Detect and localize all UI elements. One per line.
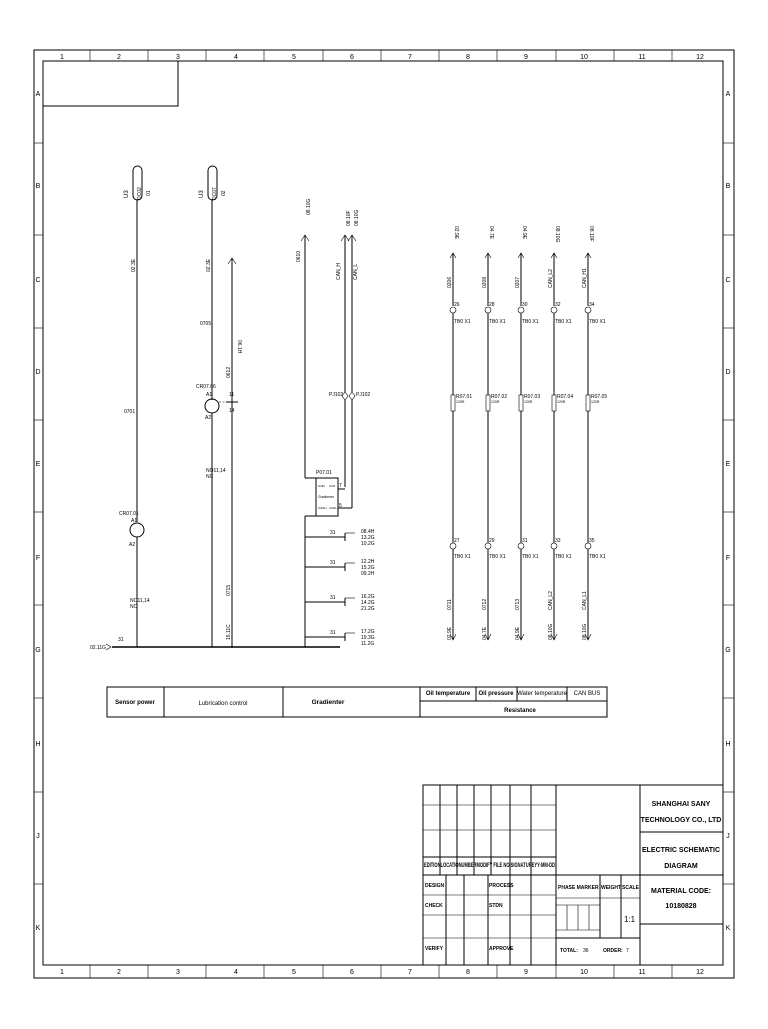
tie-ref-label: 12.2H [361, 559, 375, 565]
gradienter-tie [305, 559, 375, 577]
sensor-circuit-1 [119, 166, 152, 647]
gradienter-inner-3: CANH [318, 506, 327, 510]
frame-col-label: 9 [524, 54, 528, 61]
resistor-top-wire: CAN_H1 [582, 268, 588, 288]
terminal-top-label: TB0 X1 [454, 319, 471, 325]
frame-col-label: 1 [60, 54, 64, 61]
revision-headers: EDITIONLOCATIONUMBERMODIFY FILE NO.SIGNATUREYY-MM-DD [424, 863, 556, 869]
gradienter-tie [305, 594, 375, 612]
frame-row-label: J [36, 833, 40, 840]
relay-cr0701-contact: NO11,14 [130, 598, 150, 604]
wire-0612: 0612 [226, 366, 232, 378]
resistor-bottom-ref: 02.9E [447, 626, 453, 640]
legend-oil-temp: Oil temperature [425, 691, 471, 697]
resistor-column [515, 226, 540, 640]
tie-pin-label: 31 [330, 595, 336, 601]
relay-cr0706-a2: A2 [205, 415, 212, 421]
resistor-column [447, 226, 472, 640]
frame-row-label: H [35, 741, 41, 748]
tie-pin-label: 31 [330, 560, 336, 566]
resistor-bottom-wire: CAN_L1 [582, 591, 588, 610]
label-total: TOTAL: [560, 948, 578, 954]
terminal-bottom-label: TB0 X1 [555, 554, 572, 560]
frame-col-label: 2 [117, 54, 121, 61]
resistor-value: 120R [456, 400, 465, 404]
gradienter-label: Gradienter [318, 495, 335, 499]
frame-col-label: 10 [580, 54, 588, 61]
ground-bus [90, 637, 340, 651]
resistor-top-ref: 08.10G [554, 226, 560, 243]
wire-0701: 0701 [124, 409, 136, 415]
resistor-name: R07.04 [557, 394, 574, 400]
frame-col-label: 9 [524, 969, 528, 976]
title-block [423, 785, 723, 965]
terminal-top-label: TB0 X1 [555, 319, 572, 325]
tie-ref-label: 21.2G [361, 606, 375, 612]
frame-row-ruler-right [723, 91, 734, 932]
terminal-bottom-pin: 27 [454, 538, 460, 544]
resistor-top-ref: 04.7E [488, 226, 494, 240]
frame-row-ruler-left [34, 91, 43, 932]
frame-col-label: 8 [466, 54, 470, 61]
frame-row-label: A [35, 91, 41, 98]
company-name-line2: TECHNOLOGY CO., LTD [640, 817, 722, 824]
resistor-bottom-ref: 04.7E [482, 626, 488, 640]
relay-coil-cr0706 [205, 399, 219, 413]
resistor-name: R07.03 [524, 394, 541, 400]
frame-col-label: 6 [350, 54, 354, 61]
frame-row-label: D [725, 369, 731, 376]
legend-sensor-power: Sensor power [115, 700, 155, 706]
frame-row-label: K [35, 925, 41, 932]
relay-cr0706-nc: NC [206, 474, 214, 480]
frame-row-label: F [35, 555, 41, 562]
tie-ref-label: 11.2G [361, 641, 375, 647]
terminal-top-label: TB0 X1 [489, 319, 506, 325]
resistor-bottom-ref: 08.10G [548, 623, 554, 640]
inner-frame [43, 61, 723, 965]
tie-ref-label: 14.2G [361, 600, 375, 606]
frame-col-label: 5 [292, 969, 296, 976]
frame-col-label: 10 [580, 969, 588, 976]
relay-cr0706-name: CR07.06 [196, 384, 216, 390]
gradienter-name: P07.01 [316, 470, 332, 476]
sensor-circuit-2 [196, 166, 242, 648]
tie-pin-label: 31 [330, 630, 336, 636]
frame-col-label: 5 [292, 54, 296, 61]
resistor-top-ref: 04.9E [521, 226, 527, 240]
label-scale: SCALE [622, 885, 639, 891]
resistor-bottom-wire: 0712 [482, 598, 488, 610]
gradienter-pin5: 5 [339, 503, 342, 509]
frame-row-label: F [725, 555, 731, 562]
frame-col-label: 12 [696, 54, 704, 61]
legend-table [107, 687, 607, 717]
drawing-title-line2: DIAGRAM [664, 863, 698, 870]
resistor-value: 120R [524, 400, 533, 404]
resistor-name: R07.02 [491, 394, 508, 400]
label-order: ORDER: [603, 948, 623, 954]
bus-input-ref: 02.11G [90, 645, 107, 651]
frame-col-label: 4 [234, 54, 238, 61]
sensor-1-wire: 02.3E [131, 258, 137, 272]
frame-row-label: B [725, 183, 731, 190]
plug-pj102-b [349, 392, 355, 400]
terminal-top-pin: 34 [589, 302, 595, 308]
resistor-top-wire: 0206 [447, 276, 453, 288]
resistor-top-wire: 0208 [482, 276, 488, 288]
gradienter-inner-4: CANL [329, 506, 338, 510]
wire-can-l: CAN_L [353, 263, 359, 280]
drawing-title-line1: ELECTRIC SCHEMATIC [641, 847, 721, 854]
resistor-column [548, 226, 573, 640]
resistor-top-wire: 0207 [515, 276, 521, 288]
resistor-bottom-ref: 08.10G [582, 623, 588, 640]
resistor-value: 120R [557, 400, 566, 404]
resistor-top-ref: 08.10F [588, 226, 594, 242]
resistor-name: R07.01 [456, 394, 473, 400]
ref-08-10f: 08.10F [346, 210, 352, 226]
tie-ref-label: 10.2G [361, 541, 375, 547]
resistor-body [486, 395, 490, 411]
resistor-bottom-wire: 0711 [447, 599, 453, 610]
scale-value: 1:1 [624, 915, 636, 924]
relay-cr0701-nc: NC [130, 604, 138, 610]
frame-row-label: E [35, 461, 41, 468]
label-approve: APPROVE [489, 946, 514, 952]
sensor-2-wire: 02.3E [206, 258, 212, 272]
frame-col-label: 7 [408, 969, 412, 976]
legend-gradienter: Gradienter [311, 699, 345, 706]
tie-ref-label: 17.2G [361, 629, 375, 635]
resistor-body [451, 395, 455, 411]
frame-column-ruler-bottom [60, 965, 704, 978]
bus-input-pin: 31 [118, 637, 124, 643]
legend-resistance: Resistance [504, 708, 536, 714]
wire-0715: 0715 [226, 584, 232, 596]
resistor-bottom-wire: CAN_L2 [548, 591, 554, 610]
ref-08-10g-b: 08.10G [354, 209, 360, 226]
frame-column-ruler-top [60, 50, 704, 61]
frame-col-label: 8 [466, 969, 470, 976]
ref-08-10g: 08.10G [306, 198, 312, 215]
resistor-top-wire: CAN_L2 [548, 269, 554, 288]
relay-cr0706-a1: A1 [206, 392, 213, 398]
resistor-group [447, 226, 607, 640]
resistor-value: 120R [591, 400, 600, 404]
frame-col-label: 3 [176, 54, 180, 61]
resistor-column [482, 226, 507, 640]
terminal-top-pin: 30 [522, 302, 528, 308]
terminal-bottom-pin: 29 [489, 538, 495, 544]
contact-pin-14: 14 [229, 408, 235, 414]
plug-pj102-a-label: PJ102 [329, 392, 344, 398]
frame-col-label: 3 [176, 969, 180, 976]
tie-ref-label: 08.4H [361, 529, 375, 535]
frame-row-label: G [725, 647, 731, 654]
legend-lubrication: Lubrication control [198, 701, 248, 707]
tie-ref-label: 16.2G [361, 594, 375, 600]
label-weight: WEIGHT [601, 885, 621, 891]
material-code-value: 10180828 [665, 903, 697, 910]
terminal-bottom-label: TB0 X1 [589, 554, 606, 560]
tie-ref-label: 19.3G [361, 635, 375, 641]
terminal-top-label: TB0 X1 [589, 319, 606, 325]
resistor-name: R07.05 [591, 394, 608, 400]
wire-0610: 0610 [296, 250, 302, 262]
sensor-1-sub: DC02 [137, 187, 143, 200]
gradienter-inner-1: GND [318, 484, 325, 488]
terminal-top-pin: 28 [489, 302, 495, 308]
gradienter-inner-2: CAN [329, 484, 336, 488]
frame-row-label: D [35, 369, 41, 376]
sensor-2-code: U3 [199, 190, 205, 198]
frame-row-label: C [725, 277, 731, 284]
total-value: 36 [583, 948, 589, 954]
frame-col-label: 12 [696, 969, 704, 976]
tie-ref-label: 13.2G [361, 535, 375, 541]
terminal-top-pin: 32 [555, 302, 561, 308]
gradienter-circuit [296, 198, 375, 647]
resistor-column [582, 226, 607, 640]
plug-pj102-b-label: PJ102 [356, 392, 371, 398]
contact-pin-11: 11 [229, 392, 235, 398]
frame-col-label: 6 [350, 969, 354, 976]
frame-row-label: C [35, 277, 41, 284]
terminal-bottom-label: TB0 X1 [454, 554, 471, 560]
frame-col-label: 11 [638, 54, 646, 61]
frame-row-label: K [725, 925, 731, 932]
label-design: DESIGN [425, 883, 445, 889]
label-stdn: STDN [489, 903, 503, 909]
terminal-top-pin: 26 [454, 302, 460, 308]
gradienter-tie-group [305, 529, 375, 647]
terminal-top-label: TB0 X1 [522, 319, 539, 325]
resistor-body [586, 395, 590, 411]
legend-oil-pressure: Oil pressure [478, 691, 514, 697]
tie-pin-label: 31 [330, 530, 336, 536]
relay-cr0701-name: CR07.01 [119, 511, 139, 517]
relay-cr0701-a1: A1 [131, 518, 138, 524]
legend-water-temp: Water temperature [517, 691, 567, 697]
terminal-bottom-pin: 35 [589, 538, 595, 544]
resistor-bottom-wire: 0713 [515, 598, 521, 610]
wire-0705: 0705 [200, 321, 212, 327]
terminal-bottom-pin: 31 [522, 538, 528, 544]
terminal-bottom-label: TB0 X1 [489, 554, 506, 560]
frame-col-label: 2 [117, 969, 121, 976]
label-phase-marker: PHASE MARKER [558, 885, 599, 891]
frame-row-label: G [35, 647, 41, 654]
frame-row-label: B [35, 183, 41, 190]
gradienter-tie [305, 529, 375, 547]
terminal-bottom-pin: 33 [555, 538, 561, 544]
label-verify: VERIFY [425, 946, 444, 952]
gradienter-tie [305, 629, 375, 647]
tie-ref-label: 09.2H [361, 571, 375, 577]
frame-row-label: E [725, 461, 731, 468]
resistor-body [552, 395, 556, 411]
frame-col-label: 11 [638, 969, 646, 976]
frame-col-label: 7 [408, 54, 412, 61]
order-value: 7 [626, 948, 629, 954]
frame-row-label: H [725, 741, 731, 748]
relay-cr0701-a2: A2 [129, 542, 136, 548]
terminal-bottom-label: TB0 X1 [522, 554, 539, 560]
legend-can-bus: CAN BUS [573, 691, 601, 697]
wire-15-11c: 15.11C [226, 624, 232, 640]
resistor-top-ref: 02.9E [453, 226, 459, 240]
sensor-1-pin: 01 [146, 190, 152, 196]
sensor-2-pin: 02 [221, 190, 227, 196]
resistor-bottom-ref: 04.9E [515, 626, 521, 640]
frame-col-label: 4 [234, 969, 238, 976]
resistor-body [519, 395, 523, 411]
wire-06-1h: 06.1H [236, 340, 242, 354]
relay-coil-cr0701 [130, 523, 144, 537]
wire-can-h: CAN_H [336, 263, 342, 280]
relay-cr0706-contact: NO11,14 [206, 468, 226, 474]
company-name-line1: SHANGHAI SANY [651, 801, 711, 808]
sensor-1-code: U3 [124, 190, 130, 198]
sensor-2-sub: DC07 [212, 187, 218, 200]
label-process: PROCESS [489, 883, 514, 889]
frame-col-label: 1 [60, 969, 64, 976]
top-left-title-box [43, 61, 178, 106]
resistor-value: 120R [491, 400, 500, 404]
frame-row-label: A [725, 91, 731, 98]
frame-row-label: J [726, 833, 730, 840]
gradienter-pin7: 7 [339, 483, 342, 489]
label-check: CHECK [425, 903, 443, 909]
material-code-label: MATERIAL CODE: [650, 888, 712, 895]
tie-ref-label: 15.2G [361, 565, 375, 571]
